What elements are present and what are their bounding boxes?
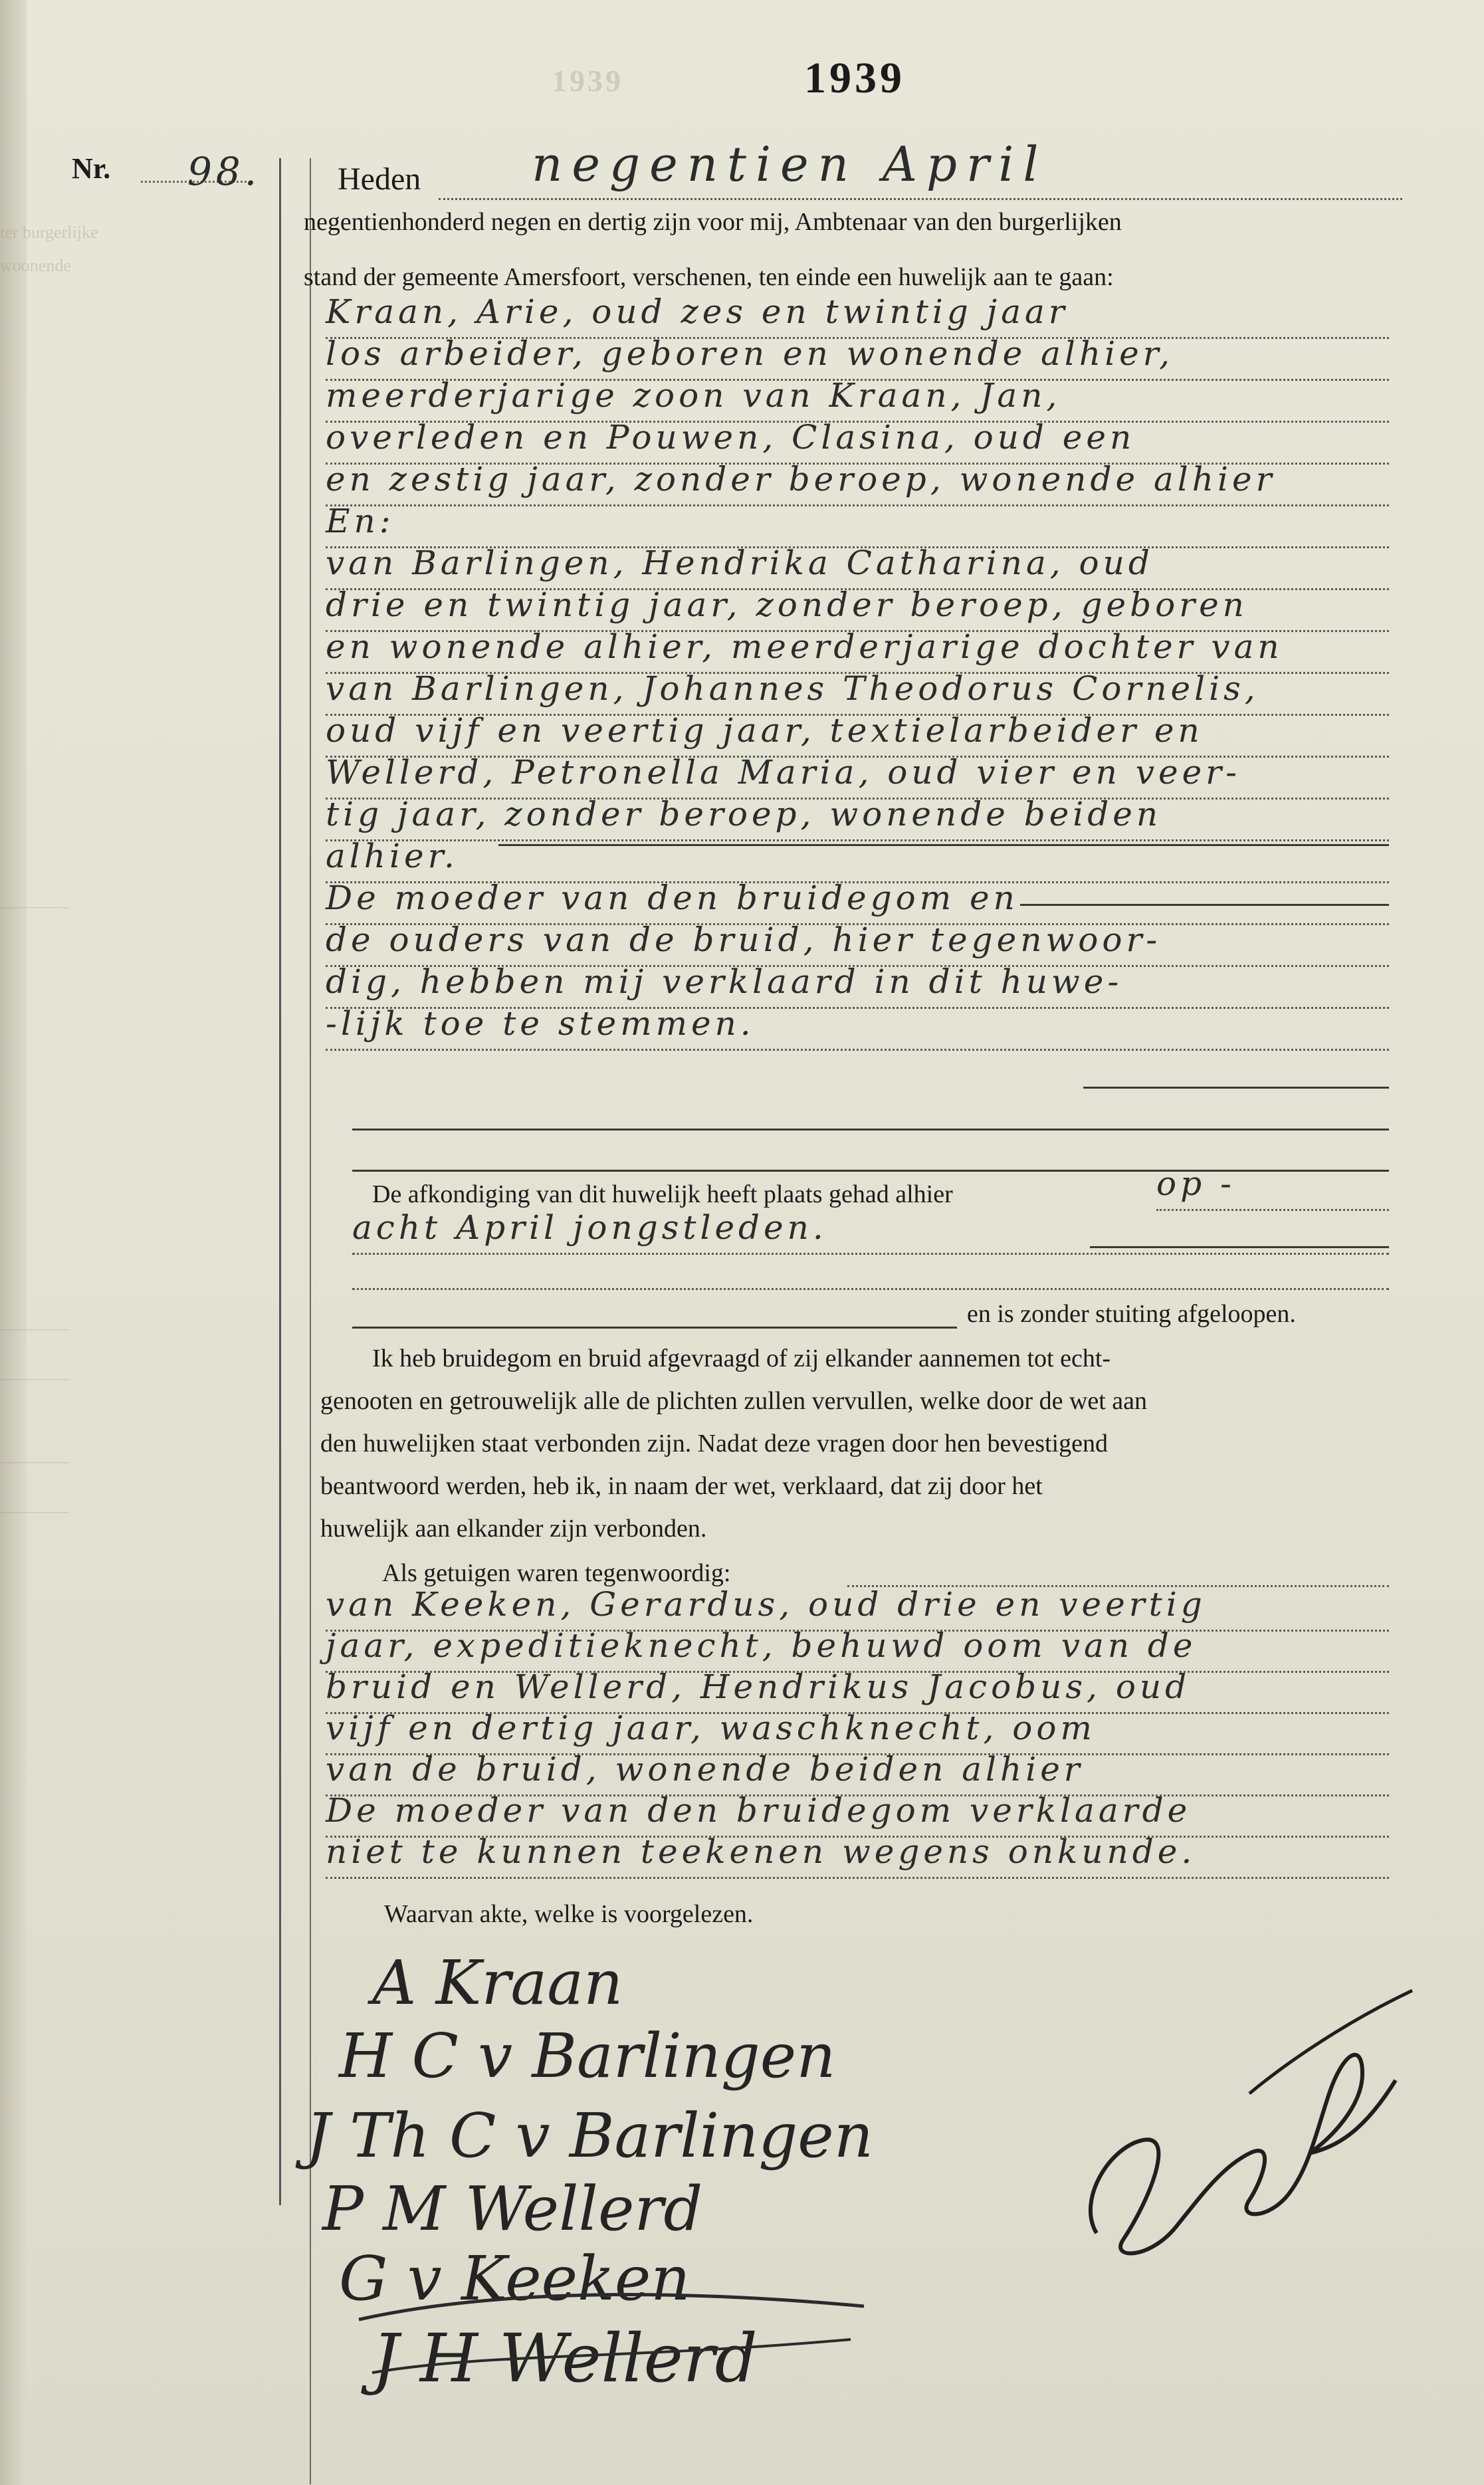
declaration-line-4: beantwoord werden, heb ik, in naam der wet, verklaard, dat zij door het: [320, 1472, 1043, 1500]
fill-rule: [1083, 1087, 1389, 1089]
declaration-line-1: Ik heb bruidegom en bruid afgevraagd of zij elkander aannemen tot echt-: [372, 1345, 1111, 1372]
declaration-line-2: genooten en getrouwelijk alle de plichten zullen vervullen, welke door de wet aan: [320, 1387, 1148, 1415]
stuiting-text: en is zonder stuiting afgeloopen.: [967, 1300, 1296, 1328]
witness-text: van Keeken, Gerardus, oud drie en veertig: [326, 1585, 1206, 1624]
parties-dotted-rule: [326, 1049, 1389, 1051]
declaration-line-3: den huwelijken staat verbonden zijn. Nadat deze vragen door hen bevestigend: [320, 1430, 1108, 1458]
parties-text: en wonende alhier, meerderjarige dochter van: [326, 627, 1283, 666]
margin-rule: [279, 158, 281, 2205]
parties-text: Kraan, Arie, oud zes en twintig jaar: [326, 292, 1069, 331]
closing-statement: Waarvan akte, welke is voorgelezen.: [384, 1900, 754, 1928]
parties-text: tig jaar, zonder beroep, wonende beiden: [326, 795, 1162, 833]
bleed-through-year: 1939: [552, 64, 623, 98]
heden-label: Heden: [338, 162, 421, 197]
afkondiging-line-2: acht April jongstleden.: [352, 1208, 1389, 1261]
witness-line: [326, 1832, 1389, 1886]
signature-bride: H C v Barlingen: [339, 2020, 836, 2092]
fill-rule: [498, 844, 1389, 846]
parties-text: drie en twintig jaar, zonder beroep, geboren: [326, 586, 1248, 624]
signature-mother-bride: P M Wellerd: [322, 2173, 703, 2244]
witness-text: jaar, expeditieknecht, behuwd oom van de: [326, 1626, 1197, 1665]
witnesses-label: Als getuigen waren tegenwoordig:: [382, 1559, 731, 1587]
bleed-through-text: ter burgerlijke woonende ________ ________ ________ ________ ________: [0, 223, 98, 1515]
fill-rule: [352, 1129, 1389, 1131]
fill-rule: [1020, 904, 1389, 906]
date-handwritten: negentien April: [532, 136, 1048, 192]
registrar-signature: [1050, 1981, 1422, 2286]
printed-line-1: negentienhonderd negen en dertig zijn voor mij, Ambtenaar van den burgerlijken: [304, 208, 1122, 236]
witness-text: van de bruid, wonende beiden alhier: [326, 1750, 1084, 1788]
signature-witness-1: G v Keeken: [339, 2243, 690, 2314]
heden-dots: [439, 198, 1402, 200]
parties-text: van Barlingen, Johannes Theodorus Cornelis,: [326, 669, 1259, 708]
parties-text: van Barlingen, Hendrika Catharina, oud: [326, 544, 1154, 582]
parties-text: de ouders van de bruid, hier tegenwoor-: [326, 920, 1162, 959]
parties-text: los arbeider, geboren en wonende alhier,: [326, 334, 1174, 373]
witness-text: bruid en Wellerd, Hendrikus Jacobus, oud: [326, 1668, 1191, 1706]
afkondiging-closing-rule: [1090, 1246, 1389, 1248]
witness-text: vijf en dertig jaar, waschknecht, oom: [326, 1709, 1096, 1747]
parties-text: Wellerd, Petronella Maria, oud vier en veer-: [326, 753, 1241, 792]
fill-rule: [352, 1170, 1389, 1172]
printed-line-2: stand der gemeente Amersfoort, verschenen, ten einde een huwelijk aan te gaan:: [304, 263, 1114, 291]
witness-text: De moeder van den bruidegom verklaarde: [326, 1791, 1192, 1830]
afkondiging-line-1: op -: [1156, 1164, 1389, 1218]
parties-text: En:: [326, 502, 395, 540]
parties-text: oud vijf en veertig jaar, textielarbeider en: [326, 711, 1204, 750]
signature-witness-2: J H Wellerd: [372, 2320, 758, 2397]
witness-dotted-rule: [326, 1877, 1389, 1879]
afkondiging-blank-line: [352, 1288, 1389, 1290]
stuiting-rule: [352, 1327, 957, 1329]
parties-text: alhier.: [326, 837, 459, 875]
signature-father-bride: J Th C v Barlingen: [306, 2100, 873, 2171]
afkondiging-label: De afkondiging van dit huwelijk heeft plaats gehad alhier: [372, 1180, 953, 1208]
parties-text: meerderjarige zoon van Kraan, Jan,: [326, 376, 1061, 415]
signature-flourish: [346, 2280, 884, 2452]
declaration-line-5: huwelijk aan elkander zijn verbonden.: [320, 1515, 707, 1543]
record-number-label: Nr.: [72, 152, 111, 185]
parties-line: [326, 1004, 1389, 1057]
parties-text: De moeder van den bruidegom en: [326, 879, 1019, 917]
register-year: 1939: [804, 54, 905, 102]
parties-text: overleden en Pouwen, Clasina, oud een: [326, 418, 1136, 457]
adjacent-page-edge: [0, 0, 27, 2485]
signature-groom: A Kraan: [372, 1947, 623, 2018]
witness-text: niet te kunnen teekenen wegens onkunde.: [326, 1832, 1196, 1871]
parties-text: dig, hebben mij verklaard in dit huwe-: [326, 962, 1123, 1001]
parties-text: -lijk toe te stemmen.: [326, 1004, 755, 1043]
parties-text: en zestig jaar, zonder beroep, wonende alhier: [326, 460, 1276, 498]
record-number-value: 98.: [187, 149, 261, 194]
